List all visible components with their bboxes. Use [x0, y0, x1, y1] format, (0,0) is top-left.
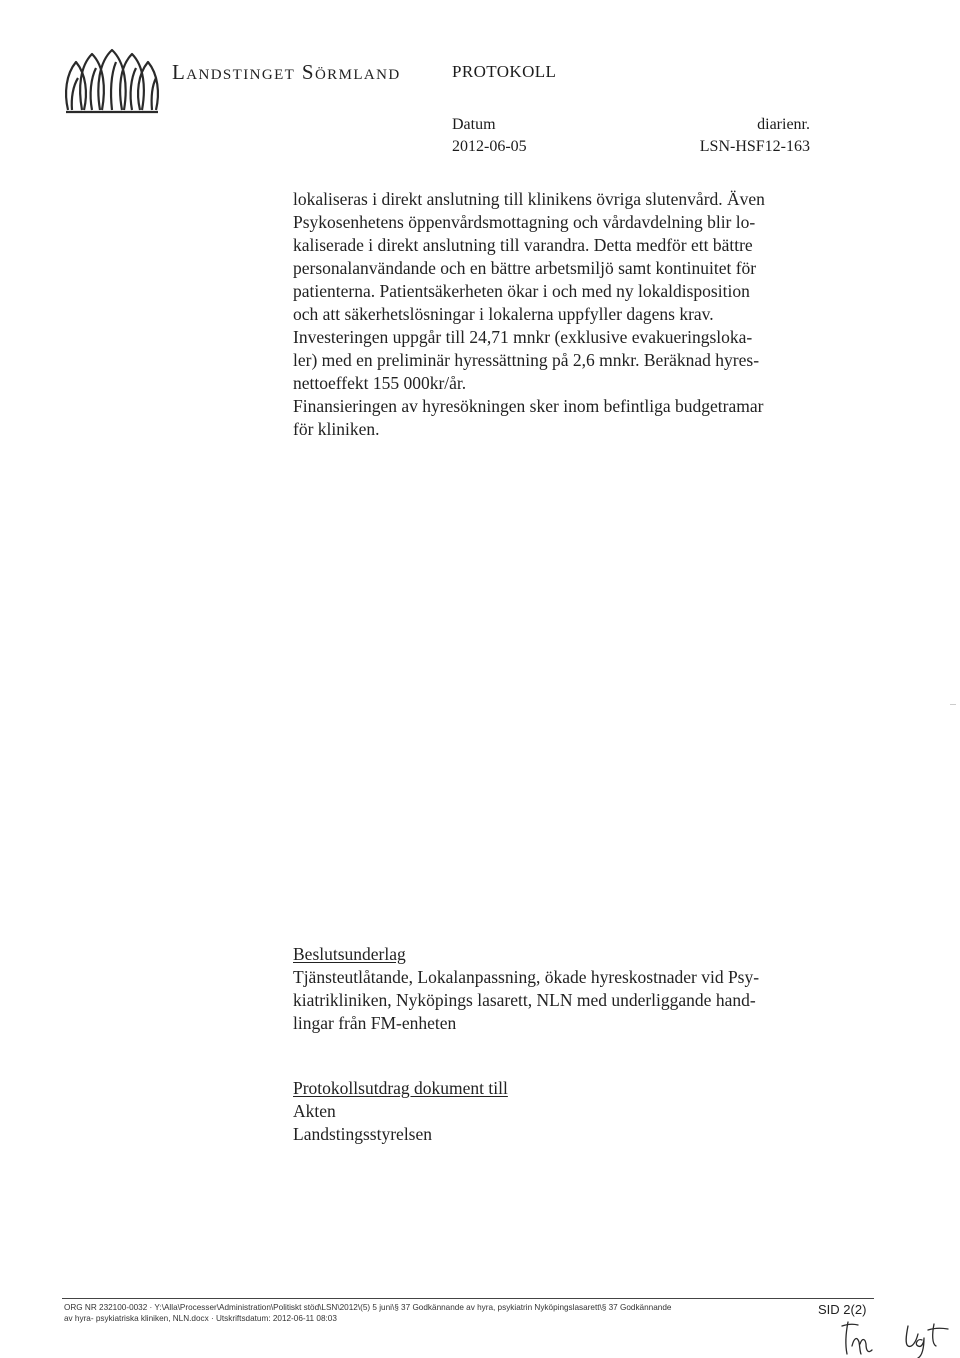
- diarienr-label: diarienr.: [757, 116, 810, 133]
- body-line: nettoeffekt 155 000kr/år.: [293, 373, 467, 393]
- date-value: 2012-06-05: [452, 138, 527, 155]
- footer-file-path: [64, 1302, 671, 1324]
- beslutsunderlag-line: lingar från FM-enheten: [293, 1013, 457, 1033]
- beslutsunderlag-section: [293, 943, 759, 1035]
- body-line: Investeringen uppgår till 24,71 mnkr (exklusive evakueringsloka-: [293, 327, 753, 347]
- diarienr-block: [700, 114, 810, 158]
- body-paragraph: [293, 188, 823, 441]
- footer-line: ORG NR 232100-0032 · Y:\Alla\Processer\Administration\Politiskt stöd\LSN\2012\(5) 5 juni\§ 37 Godkännande av hyra, psykiatrin Nyköpingslasarett\§ 37 Godkännande: [64, 1303, 672, 1312]
- protokollsutdrag-heading: Protokollsutdrag dokument till: [293, 1078, 508, 1098]
- body-line: lokaliseras i direkt anslutning till klinikens övriga slutenvård. Även: [293, 189, 765, 209]
- scan-mark: [950, 704, 956, 705]
- body-line: Finansieringen av hyresökningen sker inom befintliga budgetramar: [293, 396, 764, 416]
- beslutsunderlag-line: kiatrikliniken, Nyköpings lasarett, NLN med underliggande hand-: [293, 990, 756, 1010]
- recipient-item: Akten: [293, 1101, 336, 1121]
- date-label: Datum: [452, 116, 496, 133]
- body-line: Psykosenhetens öppenvårdsmottagning och vårdavdelning blir lo-: [293, 212, 756, 232]
- body-line: för kliniken.: [293, 419, 380, 439]
- beslutsunderlag-line: Tjänsteutlåtande, Lokalanpassning, ökade hyreskostnader vid Psy-: [293, 967, 760, 987]
- organization-name: Landstinget Sörmland: [172, 60, 401, 84]
- body-line: personalanvändande och en bättre arbetsmiljö samt kontinuitet för: [293, 258, 757, 278]
- body-line: och att säkerhetslösningar i lokalerna uppfyller dagens krav.: [293, 304, 714, 324]
- date-block: [452, 114, 527, 158]
- body-line: kaliserade i direkt anslutning till varandra. Detta medför ett bättre: [293, 235, 753, 255]
- body-line: patienterna. Patientsäkerheten ökar i och med ny lokaldisposition: [293, 281, 750, 301]
- protokollsutdrag-section: [293, 1077, 508, 1146]
- recipient-item: Landstingsstyrelsen: [293, 1124, 433, 1144]
- beslutsunderlag-heading: Beslutsunderlag: [293, 944, 406, 964]
- diarienr-value: LSN-HSF12-163: [699, 138, 810, 155]
- landstinget-sormland-tulip-logo-icon: [62, 48, 162, 116]
- footer-divider: [62, 1298, 874, 1299]
- body-line: ler) med en preliminär hyressättning på 2,6 mnkr. Beräknad hyres-: [293, 350, 760, 370]
- page-number: SID 2(2): [818, 1302, 867, 1317]
- document-type: PROTOKOLL: [452, 62, 557, 81]
- footer-line: av hyra- psykiatriska kliniken, NLN.docx · Utskriftsdatum: 2012-06-11 08:03: [64, 1314, 337, 1323]
- handwritten-initials-signature: [838, 1316, 958, 1358]
